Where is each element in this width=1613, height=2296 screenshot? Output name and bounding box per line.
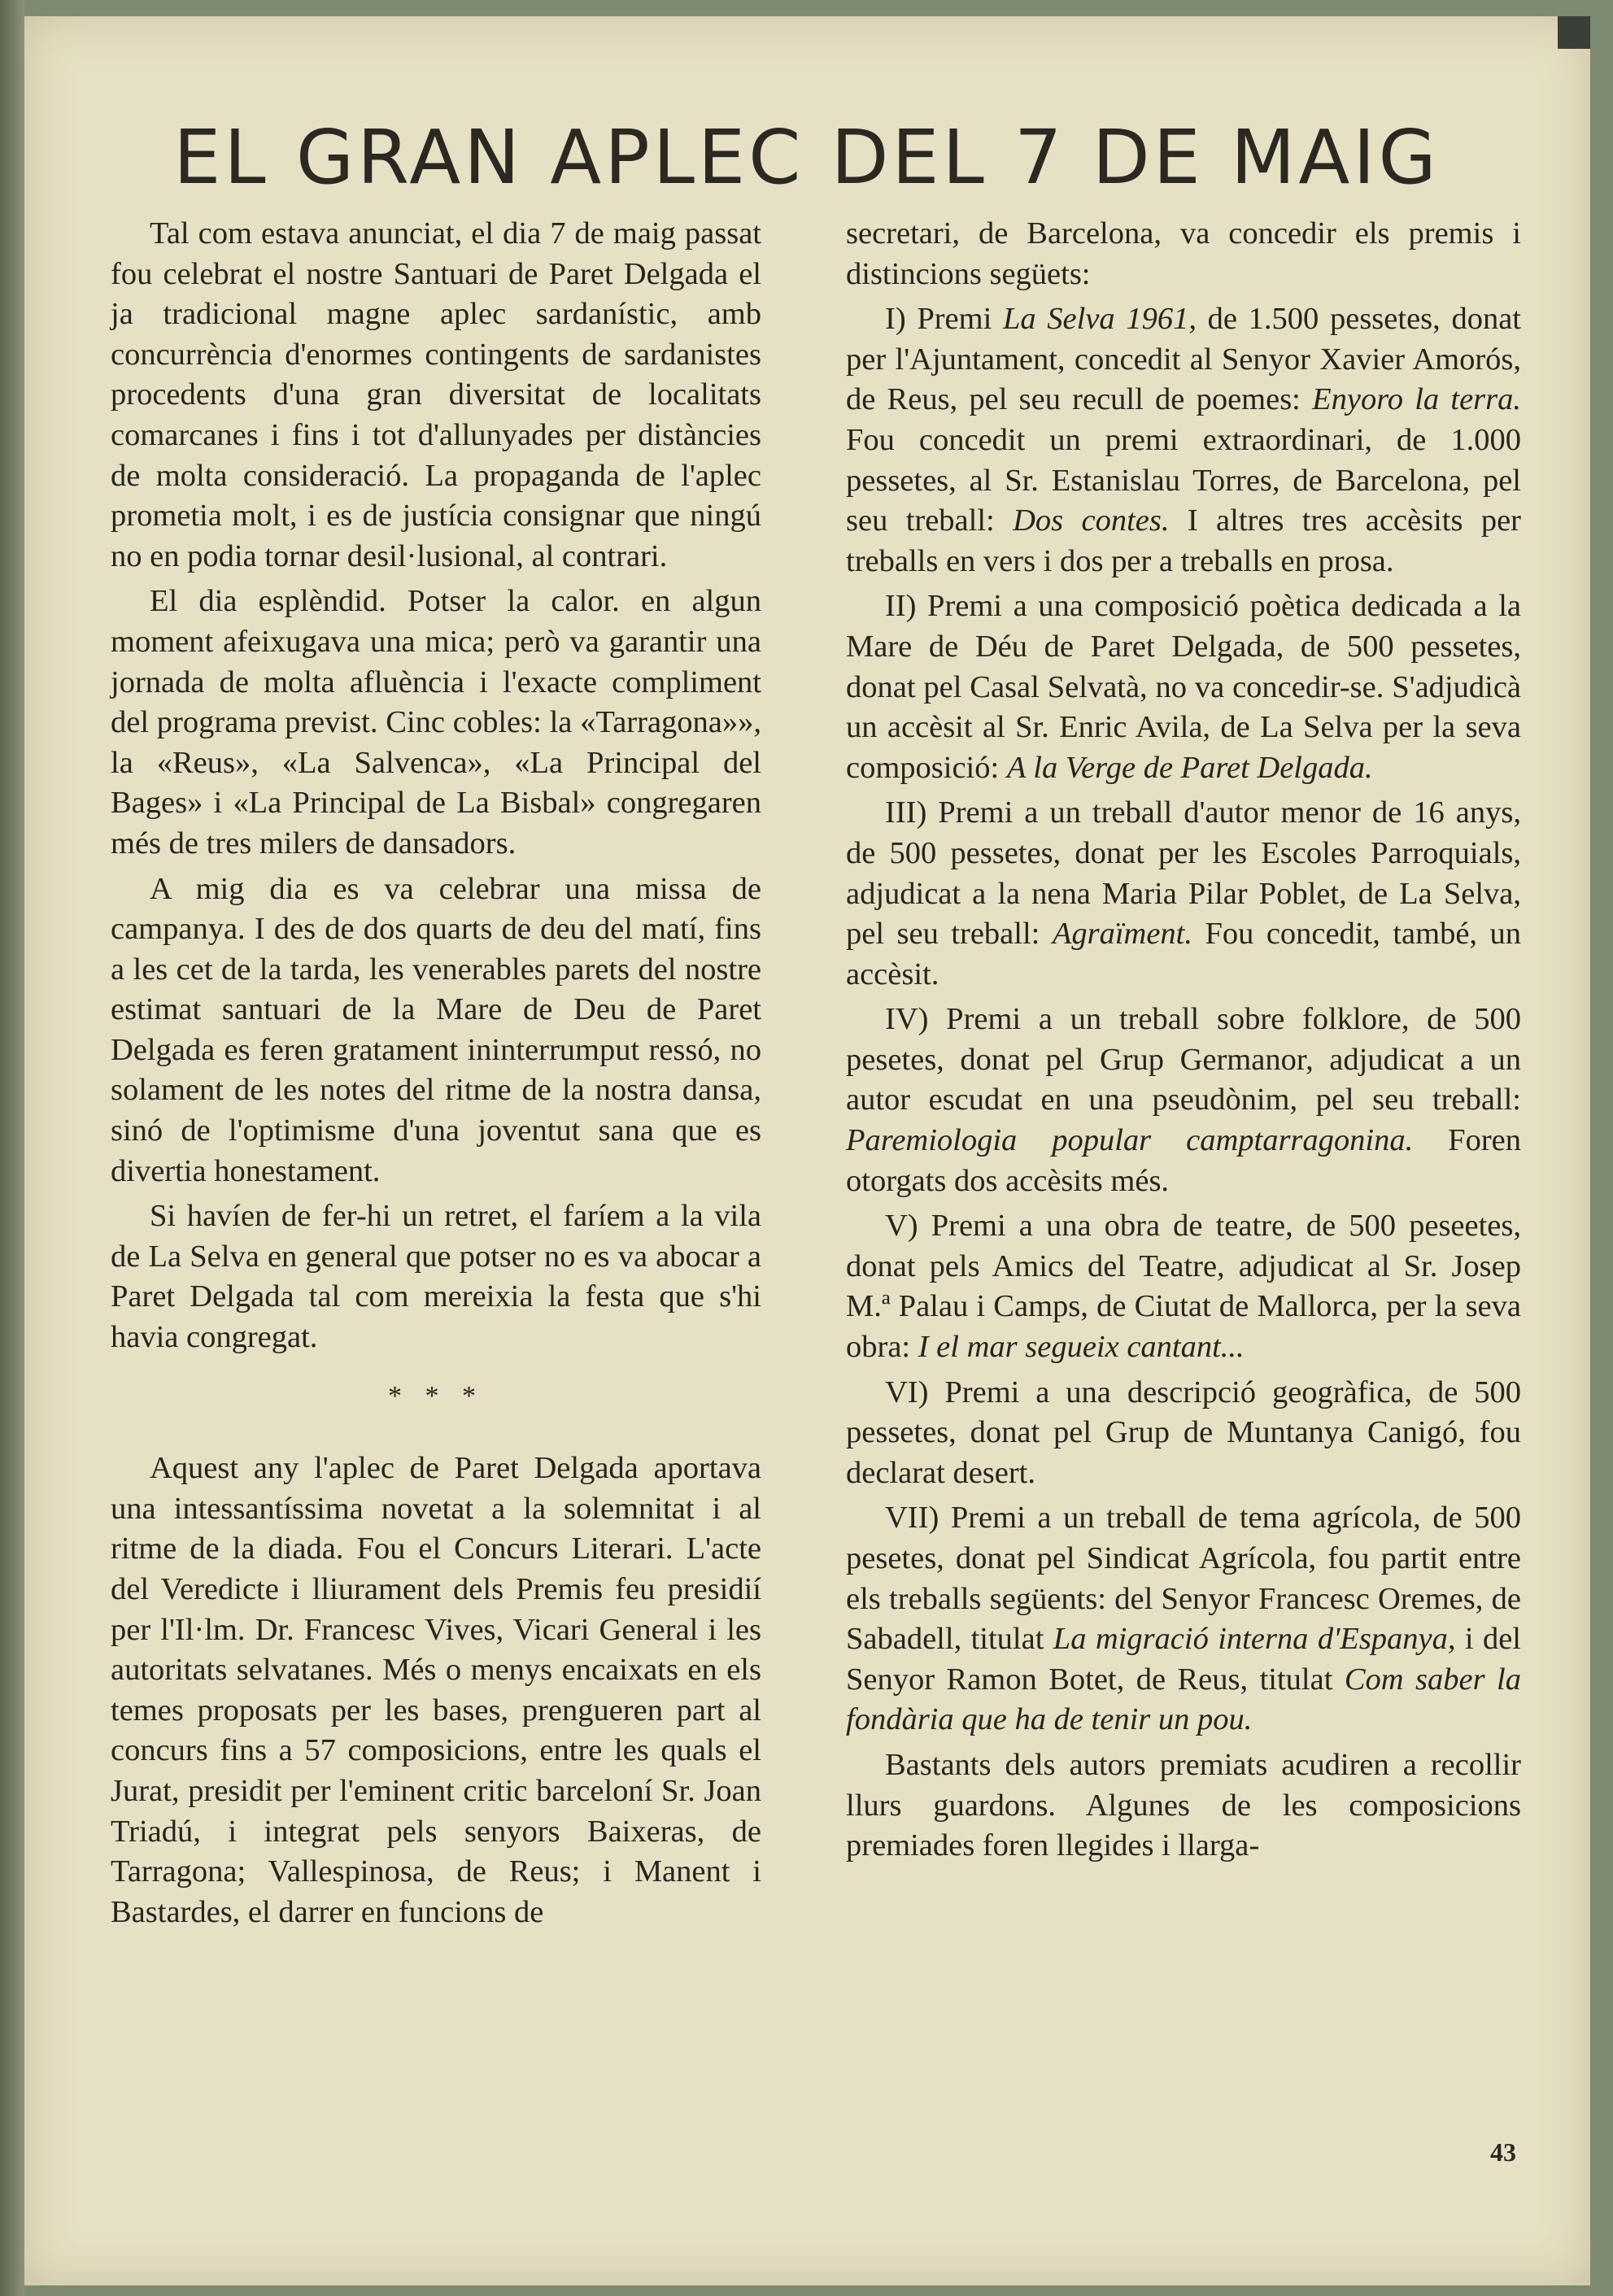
page-number: 43 xyxy=(1490,2137,1516,2167)
section-separator: * * * xyxy=(388,1380,484,1411)
prize-2: II) Premi a una composició poètica dedicada a la Mare de Déu de Paret Delgada, de 500 pessetes, donat pel Casal Selvatà, no va concedir-se. S'adjudicà un accèsit al Sr. Enric Avila, de La Selva per la seva composició: A la Verge de Paret Delgada. xyxy=(846,589,1521,785)
prize-1: I) Premi La Selva 1961, de 1.500 pessetes, donat per l'Ajuntament, concedit al Senyor Xavier Amorós, de Reus, pel seu recull de poemes: Enyoro la terra. Fou concedit un premi extraordinari, de 1.000 pessetes, al Sr. Estanislau Torres, de Barcelona, pel seu treball: Dos contes. I altres tres accèsits per treballs en vers i dos per a treballs en prosa. xyxy=(846,302,1521,578)
prize-3: III) Premi a un treball d'autor menor de 16 anys, de 500 pessetes, donat per les Escoles Parroquials, adjudicat a la nena Maria Pilar Poblet, de La Selva, pel seu treball: Agraïment. Fou concedit, també, un accèsit. xyxy=(846,795,1522,991)
paragraph: Tal com estava anunciat, el dia 7 de maig passat fou celebrat el nostre Santuari de Paret Delgada el ja tradicional magne aplec sardanístic, amb concurrència d'enormes contingents de sardanistes procedents d'una gran diversitat de localitats comarcanes i fins i tot d'allunyades per distàncies de molta consideració. La propaganda de l'aplec prometia molt, i es de justícia consignar que ningú no en podia tornar desil·lusional, al contrari. xyxy=(111,216,761,573)
article-title: EL GRAN APLEC DEL 7 DE MAIG xyxy=(173,114,1440,201)
prize-7: VII) Premi a un treball de tema agrícola, de 500 pesetes, donat pel Sindicat Agrícola, fou partit entre els treballs següents: del Senyor Francesc Oremes, de Sabadell, titulat La migració interna d'Espanya, i del Senyor Ramon Botet, de Reus, titulat Com saber la fondària que ha de tenir un pou. xyxy=(846,1501,1522,1737)
paragraph: Bastants dels autors premiats acudiren a recollir llurs guardons. Algunes de les composicions premiades foren llegides i llarga- xyxy=(846,1747,1521,1863)
right-column xyxy=(846,214,1521,1871)
paragraph: A mig dia es va celebrar una missa de campanya. I des de dos quarts de deu del matí, fins a les cet de la tarda, les venerables parets del nostre estimat santuari de la Mare de Deu de Paret Delgada es feren gratament ininterrumput ressó, no solament de les notes del ritme de la nostra dansa, sinó de l'optimisme d'una joventut sana que es divertia honestament. xyxy=(111,871,761,1188)
paragraph: Si havíen de fer-hi un retret, el faríem a la vila de La Selva en general que potser no es va abocar a Paret Delgada tal com mereixia la festa que s'hi havia congregat. xyxy=(111,1199,761,1355)
paragraph: secretari, de Barcelona, va concedir els premis i distincions següets: xyxy=(846,216,1521,291)
binding-spine xyxy=(0,0,24,2296)
page-corner xyxy=(1558,16,1590,49)
left-column xyxy=(111,214,761,1937)
prize-6: VI) Premi a una descripció geogràfica, de 500 pessetes, donat pel Grup de Muntanya Canigó, fou declarat desert. xyxy=(846,1375,1521,1490)
prize-4: IV) Premi a un treball sobre folklore, de 500 pesetes, donat pel Grup Germanor, adjudicat a un autor escudat en una pseudònim, pel seu treball: Paremiologia popular camptarragonina. Foren otorgats dos accèsits més. xyxy=(846,1002,1521,1198)
paragraph: Aquest any l'aplec de Paret Delgada aportava una intessantíssima novetat a la solemnitat i al ritme de la diada. Fou el Concurs Literari. L'acte del Veredicte i lliurament dels Premis feu presidií per l'Il·lm. Dr. Francesc Vives, Vicari General i les autoritats selvatanes. Més o menys encaixats en els temes proposats per les bases, prengueren part al concurs fins a 57 composicions, entre les quals el Jurat, presidit per l'eminent critic barceloní Sr. Joan Triadú, i integrat pels senyors Baixeras, de Tarragona; Vallespinosa, de Reus; i Manent i Bastardes, el darrer en funcions de xyxy=(111,1451,761,1929)
paragraph: El dia esplèndid. Potser la calor. en algun moment afeixugava una mica; però va garantir una jornada de molta afluència i l'exacte compliment del programa previst. Cinc cobles: la «Tarragona»», la «Reus», «La Salvenca», «La Principal del Bages» i «La Principal de La Bisbal» congregaren més de tres milers de dansadors. xyxy=(111,584,761,860)
prize-5: V) Premi a una obra de teatre, de 500 peseetes, donat pels Amics del Teatre, adjudicat al Sr. Josep M.ª Palau i Camps, de Ciutat de Mallorca, per la seva obra: I el mar segueix cantant... xyxy=(846,1209,1521,1365)
